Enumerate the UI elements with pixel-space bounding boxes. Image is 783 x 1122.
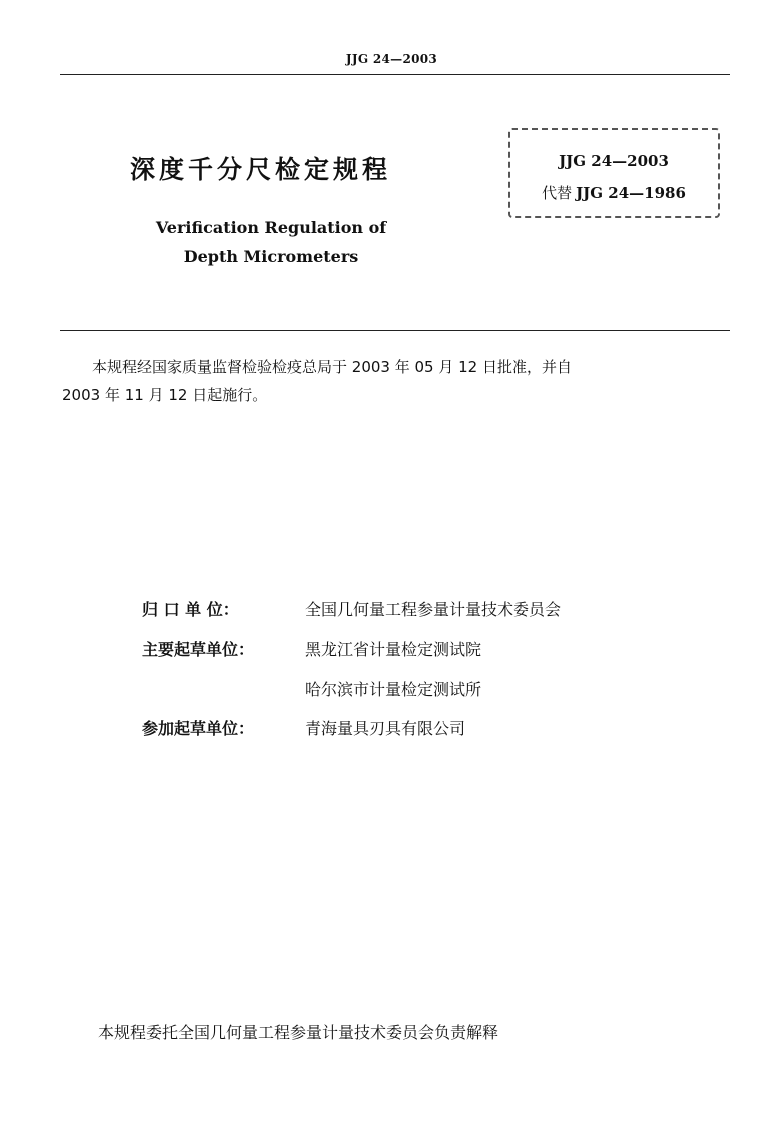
standard-number-stamp (508, 128, 720, 218)
approval-paragraph (62, 353, 732, 409)
title-english-line2: Depth Micrometers (183, 247, 359, 266)
org-label-main-drafters: 主要起草单位： (142, 640, 255, 659)
approval-line1: 本规程经国家质量监督检验检疫总局于 2003 年 05 月 12 日批准，并自 (92, 358, 572, 376)
org-value-main-drafter-1: 黑龙江省计量检定测试院 (305, 640, 482, 659)
org-label-responsible: 归 口 单 位： (142, 600, 239, 619)
stamp-code: JJG 24—2003 (559, 152, 669, 170)
stamp-replaces-code: JJG 24—1986 (576, 184, 686, 202)
header-code: JJG 24—2003 (345, 52, 438, 66)
org-label-participating-drafters: 参加起草单位： (142, 719, 255, 738)
stamp-replaces-label: 代替 (542, 184, 573, 202)
stamp-replaces (510, 182, 718, 203)
org-value-participating-drafter: 青海量具刃具有限公司 (305, 719, 466, 738)
approval-line2: 2003 年 11 月 12 日起施行。 (62, 386, 268, 404)
header-rule (60, 74, 730, 75)
interpretation-note: 本规程委托全国几何量工程参量计量技术委员会负责解释 (98, 1023, 499, 1042)
org-value-responsible: 全国几何量工程参量计量技术委员会 (305, 600, 562, 619)
org-value-main-drafter-2: 哈尔滨市计量检定测试所 (305, 680, 482, 699)
title-chinese: 深度千分尺检定规程 (130, 155, 392, 184)
title-english-line1: Verification Regulation of (155, 218, 387, 237)
section-rule (60, 330, 730, 331)
